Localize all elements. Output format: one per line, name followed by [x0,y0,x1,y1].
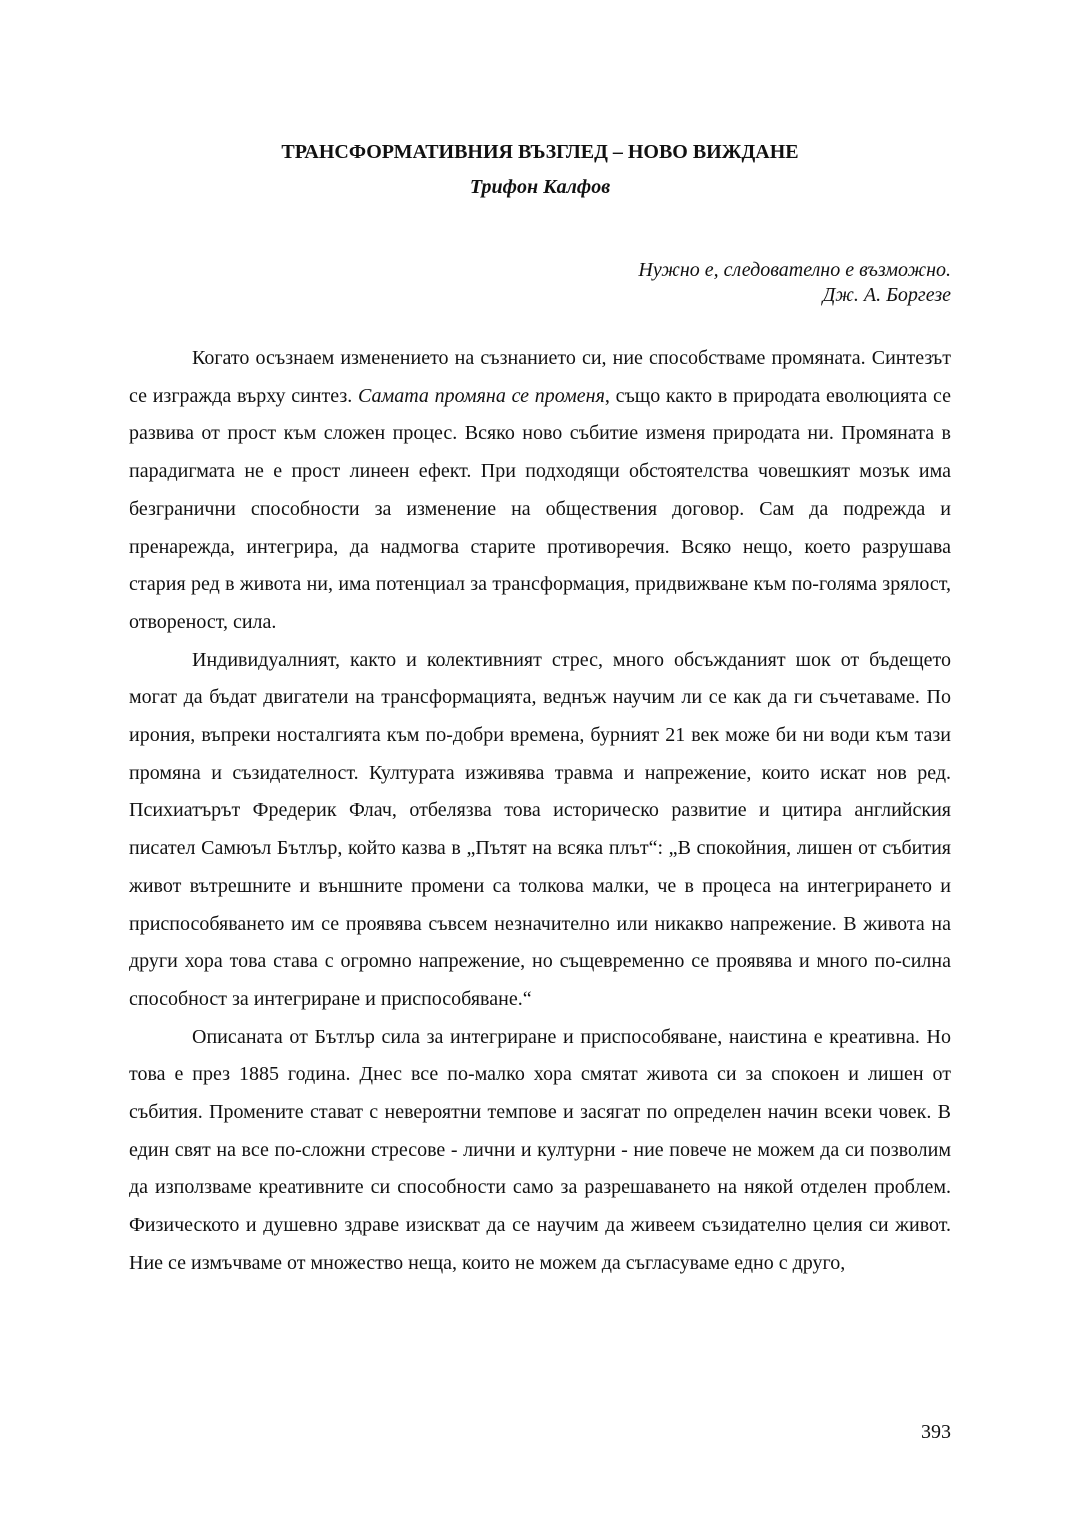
epigraph-quote: Нужно е, следователно е възможно. [638,259,951,281]
paragraph-2: Индивидуалният, както и колективният стрес, много обсъжданият шок от бъдещето могат да бъдат двигатели на трансформацията, веднъж научим ли се как да ги съчетаваме. По ирония, въпреки носталгията към по-добри времена, бурният 21 век може би ни води към тази промяна и съзидателност. Културата изживява травма и напрежение, които искат нов ред. Психиатърът Фредерик Флач, отбелязва това историческо развитие и цитира английския писател Самюъл Бътлър, който казва в „Пътят на всяка плът“: „В спокойния, лишен от събития живот вътрешните и външните промени са толкова малки, че в процеса на интегрирането и приспособяването им се проявява съвсем незначително или никакво напрежение. В живота на други хора това става с огромно напрежение, но същевременно се проявява и много по-силна способност за интегриране и приспособяване.“ [129,648,951,1010]
paragraph-3: Описаната от Бътлър сила за интегриране и приспособяване, наистина е креативна. Но това е през 1885 година. Днес все по-малко хора смятат живота си за спокоен и лишен от събития. Промените стават с невероятни темпове и засягат по определен начин всеки човек. В един свят на все по-сложни стресове - лични и културни - ние повече не можем да си позволим да използваме креативните си способности само за разрешаването на някой отделен проблем. Физическото и душевно здраве изискват да се научим да живеем съзидателно целия си живот. Ние се измъчваме от множество неща, които не можем да съгласуваме едно с друго, [129,1025,951,1274]
epigraph [638,258,951,308]
epigraph-attribution: Дж. А. Боргезе [822,284,951,306]
article-title: ТРАНСФОРМАТИВНИЯ ВЪЗГЛЕД – НОВО ВИЖДАНЕ [281,141,799,163]
paragraph-1-part-b: , също както в природата еволюцията се развива от прост към сложен процес. Всяко ново събитие изменя природата ни. Промяната в парадигмата не е прост линеен ефект. При подходящи обстоятелства човешкият мозък има безгранични способности за изменение на обществения договор. Сам да подрежда и пренарежда, интегрира, да надмогва старите противоречия. Всяко нещо, което разрушава стария ред в живота ни, има потенциал за трансформация, придвижване към по-голяма зрялост, отвореност, сила. [129,384,951,633]
article-body [129,340,951,1283]
page-number: 393 [921,1421,951,1443]
paragraph-1-part-a: Когато осъзнаем изменението на съзнанието си, ние способстваме промяната. Синтезът се изгражда върху синтез. [129,347,951,407]
article-author: Трифон Калфов [469,176,611,198]
paragraph-1 [129,340,951,642]
paragraph-1-emphasis: Самата промяна се променя [357,384,605,407]
